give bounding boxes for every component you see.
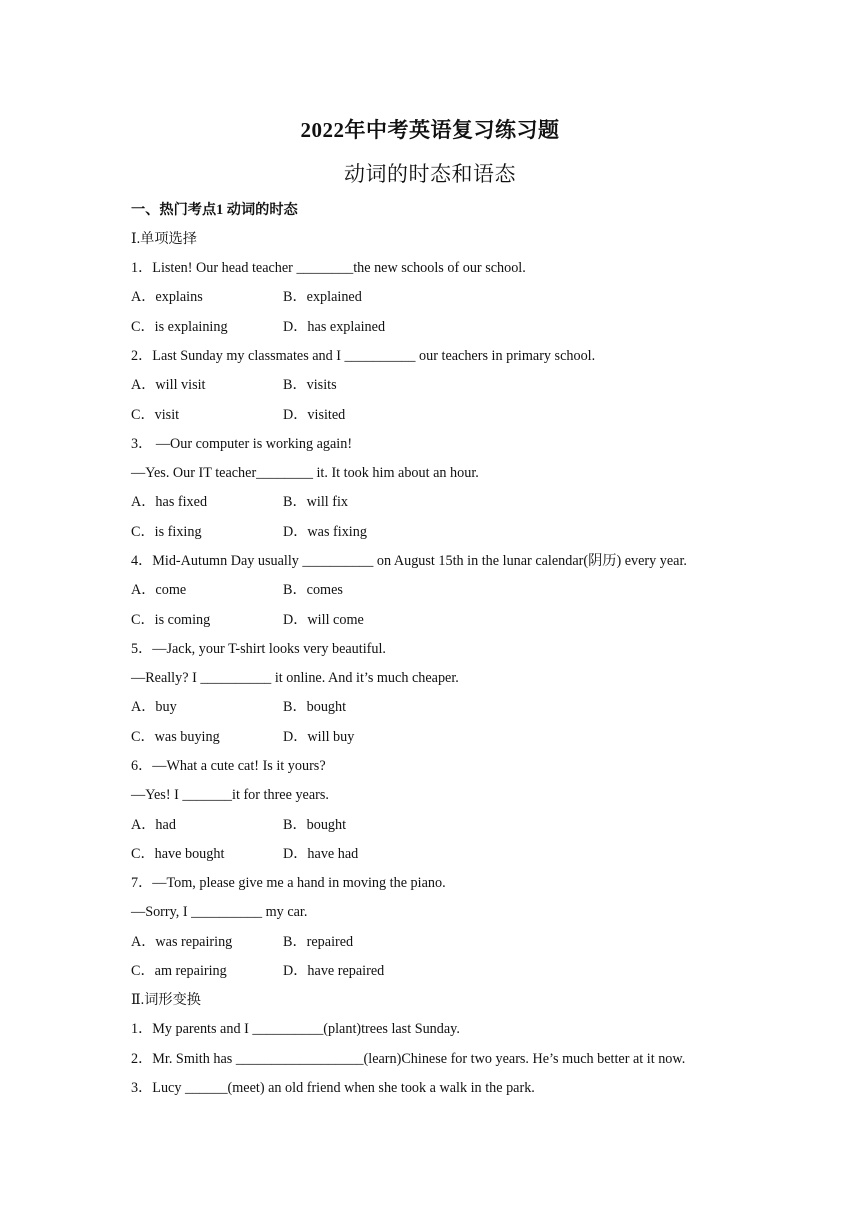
q5-option-c: C．was buying [131,729,220,745]
q3-option-b: B．will fix [283,494,349,510]
word-form-question-2: 2．Mr. Smith has __________________(learn)Chinese for two years. He’s much better at it now. [131,1051,686,1067]
part-heading-word-forms: Ⅱ.词形变换 [131,992,201,1008]
q4-option-d: D．will come [283,612,364,628]
question-7: 7．—Tom, please give me a hand in moving the piano. [131,875,446,891]
q1-option-c: C．is explaining [131,319,228,335]
question-3: 3． —Our computer is working again! [131,436,353,452]
question-7-reply: —Sorry, I __________ my car. [131,904,308,920]
q6-option-c: C．have bought [131,846,225,862]
page-subtitle: 动词的时态和语态 [344,162,516,186]
question-5-reply: —Really? I __________ it online. And it’s much cheaper. [131,670,459,686]
question-3-reply: —Yes. Our IT teacher________ it. It took him about an hour. [131,465,479,481]
q2-option-b: B．visits [283,377,337,393]
q3-option-c: C．is fixing [131,524,202,540]
section-heading: 一、热门考点1 动词的时态 [131,202,298,218]
q6-option-a: A．had [131,817,176,833]
part-heading-single-choice: Ⅰ.单项选择 [131,231,197,247]
q4-option-b: B．comes [283,582,343,598]
q6-option-d: D．have had [283,846,359,862]
q7-option-a: A．was repairing [131,934,233,950]
word-form-question-3: 3．Lucy ______(meet) an old friend when she took a walk in the park. [131,1080,535,1096]
q3-option-d: D．was fixing [283,524,367,540]
q5-option-d: D．will buy [283,729,355,745]
q4-option-c: C．is coming [131,612,211,628]
q1-option-a: A．explains [131,289,203,305]
q5-option-a: A．buy [131,699,177,715]
q7-option-d: D．have repaired [283,963,385,979]
question-4: 4．Mid-Autumn Day usually __________ on August 15th in the lunar calendar(阴历) every year. [131,553,687,569]
page-title: 2022年中考英语复习练习题 [300,118,560,142]
q3-option-a: A．has fixed [131,494,208,510]
q2-option-a: A．will visit [131,377,206,393]
q2-option-c: C．visit [131,407,180,423]
q4-option-a: A．come [131,582,187,598]
q5-option-b: B．bought [283,699,347,715]
q6-option-b: B．bought [283,817,347,833]
question-6-reply: —Yes! I _______it for three years. [131,787,329,803]
q7-option-b: B．repaired [283,934,354,950]
q2-option-d: D．visited [283,407,346,423]
question-6: 6．—What a cute cat! Is it yours? [131,758,326,774]
q1-option-d: D．has explained [283,319,386,335]
q7-option-c: C．am repairing [131,963,227,979]
q1-option-b: B．explained [283,289,362,305]
word-form-question-1: 1．My parents and I __________(plant)trees last Sunday. [131,1021,460,1037]
question-5: 5．—Jack, your T-shirt looks very beautiful. [131,641,386,657]
question-2: 2．Last Sunday my classmates and I __________ our teachers in primary school. [131,348,596,364]
question-1: 1．Listen! Our head teacher ________the new schools of our school. [131,260,526,276]
